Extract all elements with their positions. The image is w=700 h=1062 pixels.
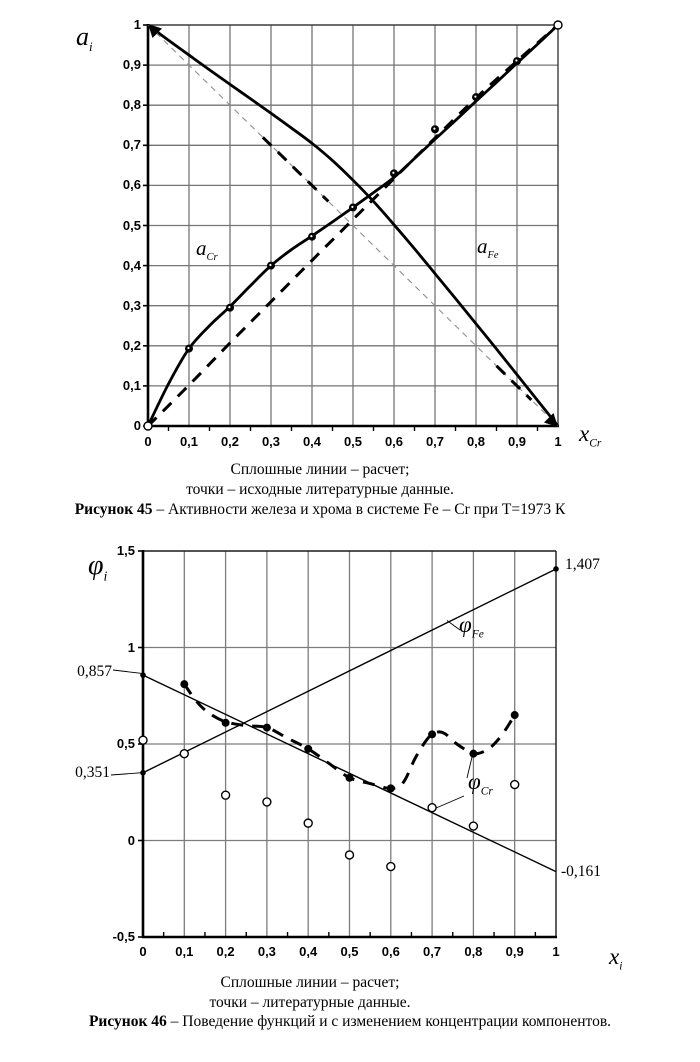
marker-open-circle	[346, 851, 354, 859]
marker-filled-circle	[263, 724, 271, 732]
marker-open-circle	[139, 736, 147, 744]
marker-filled-circle	[428, 730, 436, 738]
y-tick-label: 0,1	[122, 377, 141, 393]
marker-open-circle	[469, 822, 477, 830]
y-tick-label: 0	[127, 832, 135, 848]
axis-subscript: Cr	[589, 437, 602, 450]
y-tick-label: -0,5	[112, 929, 135, 944]
x-tick-label: 0,2	[216, 944, 235, 959]
x-tick-label: 0,6	[384, 434, 404, 449]
marker-pin	[310, 235, 312, 237]
x-tick-label: 0,4	[302, 434, 322, 449]
figure46-caption	[0, 1012, 700, 1032]
marker-open-circle	[144, 422, 152, 430]
figure-number: Рисунок 45	[74, 501, 153, 518]
x-tick-label: 0	[139, 944, 147, 959]
y-tick-label: 0,8	[122, 97, 141, 113]
marker-pin	[351, 206, 353, 208]
x-tick-label: 0,1	[179, 434, 199, 449]
marker-filled-circle	[180, 680, 188, 688]
leader-line	[113, 670, 142, 673]
marker-open-circle	[387, 863, 395, 871]
x-tick-label: 0,9	[507, 434, 527, 449]
curve-label-phi-cr	[468, 769, 493, 798]
y-tick-label: 0,6	[122, 177, 141, 193]
marker-open-circle	[304, 819, 312, 827]
marker-filled-circle	[511, 711, 519, 719]
axis-symbol: a	[76, 22, 89, 51]
axis-subscript: i	[619, 960, 623, 973]
x-tick-label: 0,3	[257, 944, 276, 959]
x-tick-label: 0,5	[340, 944, 359, 959]
marker-pin	[269, 264, 271, 266]
marker-pin	[474, 95, 476, 97]
annotation-m0161: -0,161	[561, 863, 602, 880]
marker-pin	[187, 347, 189, 349]
marker-filled-circle	[387, 784, 395, 792]
figure-caption-text: – Активности железа и хрома в системе Fe – Cr при Т=1973 К	[152, 501, 566, 518]
curve-symbol: a	[196, 236, 207, 260]
annotation-0351: 0,351	[75, 764, 110, 781]
marker-filled-circle	[469, 750, 477, 758]
figure45-note	[0, 460, 640, 499]
x-axis-label-x-i	[609, 944, 622, 973]
y-tick-label: 0	[133, 418, 141, 433]
marker-filled-circle	[304, 745, 312, 753]
x-tick-label: 0,3	[261, 434, 281, 449]
marker-small-dot	[140, 672, 146, 678]
leader-line	[111, 773, 142, 775]
curve-symbol: a	[477, 234, 488, 258]
figure46-note	[0, 973, 620, 1012]
note-line: Сплошные линии – расчет;	[230, 461, 410, 478]
curve-label-a-fe	[477, 234, 499, 261]
marker-pin	[515, 59, 517, 61]
y-tick-label: 0,2	[122, 337, 141, 353]
annotation-0857: 0,857	[77, 663, 112, 680]
axis-subscript: i	[89, 39, 93, 55]
axis-symbol: x	[609, 944, 620, 969]
x-tick-label: 1	[552, 944, 560, 959]
y-tick-label: 1	[133, 17, 141, 32]
axis-symbol: x	[579, 421, 590, 446]
y-tick-label: 1,5	[116, 543, 135, 558]
curve-symbol: φ	[468, 769, 481, 794]
x-tick-label: 0,9	[505, 944, 524, 959]
y-tick-label: 0,9	[122, 57, 141, 73]
marker-filled-circle	[346, 774, 354, 782]
x-tick-label: 0	[144, 434, 152, 449]
curve-label-phi-fe	[459, 612, 484, 641]
marker-open-circle	[180, 750, 188, 758]
marker-filled-circle	[222, 719, 230, 727]
x-tick-label: 0,8	[464, 944, 483, 959]
x-tick-label: 1	[554, 434, 562, 449]
y-tick-label: 0,4	[122, 257, 141, 273]
x-tick-label: 0,4	[299, 944, 318, 959]
x-tick-label: 0,8	[466, 434, 486, 449]
y-tick-label: 0,5	[116, 736, 135, 751]
marker-open-circle	[222, 791, 230, 799]
note-line: точки – литературные данные.	[209, 993, 411, 1011]
curve-symbol: φ	[459, 612, 472, 637]
y-tick-label: 0,5	[122, 217, 141, 233]
y-tick-label: 0,7	[122, 137, 141, 153]
axis-subscript: i	[103, 569, 108, 585]
curve-subscript: Cr	[206, 252, 218, 264]
marker-small-dot	[553, 566, 559, 572]
note-line: Сплошные линии – расчет;	[220, 974, 400, 991]
figure-number: Рисунок 46	[88, 1013, 167, 1030]
marker-pin	[433, 128, 435, 130]
curve-subscript: Fe	[471, 628, 484, 641]
x-tick-label: 0,2	[220, 434, 240, 449]
marker-small-dot	[140, 770, 146, 776]
figure-caption-text: – Поведение функций и с изменением концентрации компонентов.	[166, 1013, 612, 1030]
axis-symbol: φ	[88, 550, 104, 581]
x-tick-label: 0,7	[423, 944, 442, 959]
x-tick-label: 0,1	[175, 944, 194, 959]
marker-pin	[392, 172, 394, 174]
x-tick-label: 0,5	[343, 434, 363, 449]
figure45-caption	[0, 500, 640, 520]
x-axis-label-x-cr	[579, 421, 601, 450]
y-tick-label: 0,3	[122, 297, 141, 313]
marker-open-circle	[428, 804, 436, 812]
x-tick-label: 0,7	[425, 434, 445, 449]
x-tick-label: 0,6	[381, 944, 400, 959]
note-line: точки – исходные литературные данные.	[186, 480, 454, 498]
annotation-1407: 1,407	[565, 556, 600, 573]
curve-subscript: Cr	[480, 785, 493, 798]
curve-subscript: Fe	[487, 250, 499, 262]
marker-pin	[228, 306, 230, 308]
curve-label-a-cr	[196, 236, 218, 263]
marker-open-circle	[554, 21, 562, 29]
marker-open-circle	[263, 798, 271, 806]
y-tick-label: 1	[127, 639, 135, 655]
marker-open-circle	[511, 781, 519, 789]
